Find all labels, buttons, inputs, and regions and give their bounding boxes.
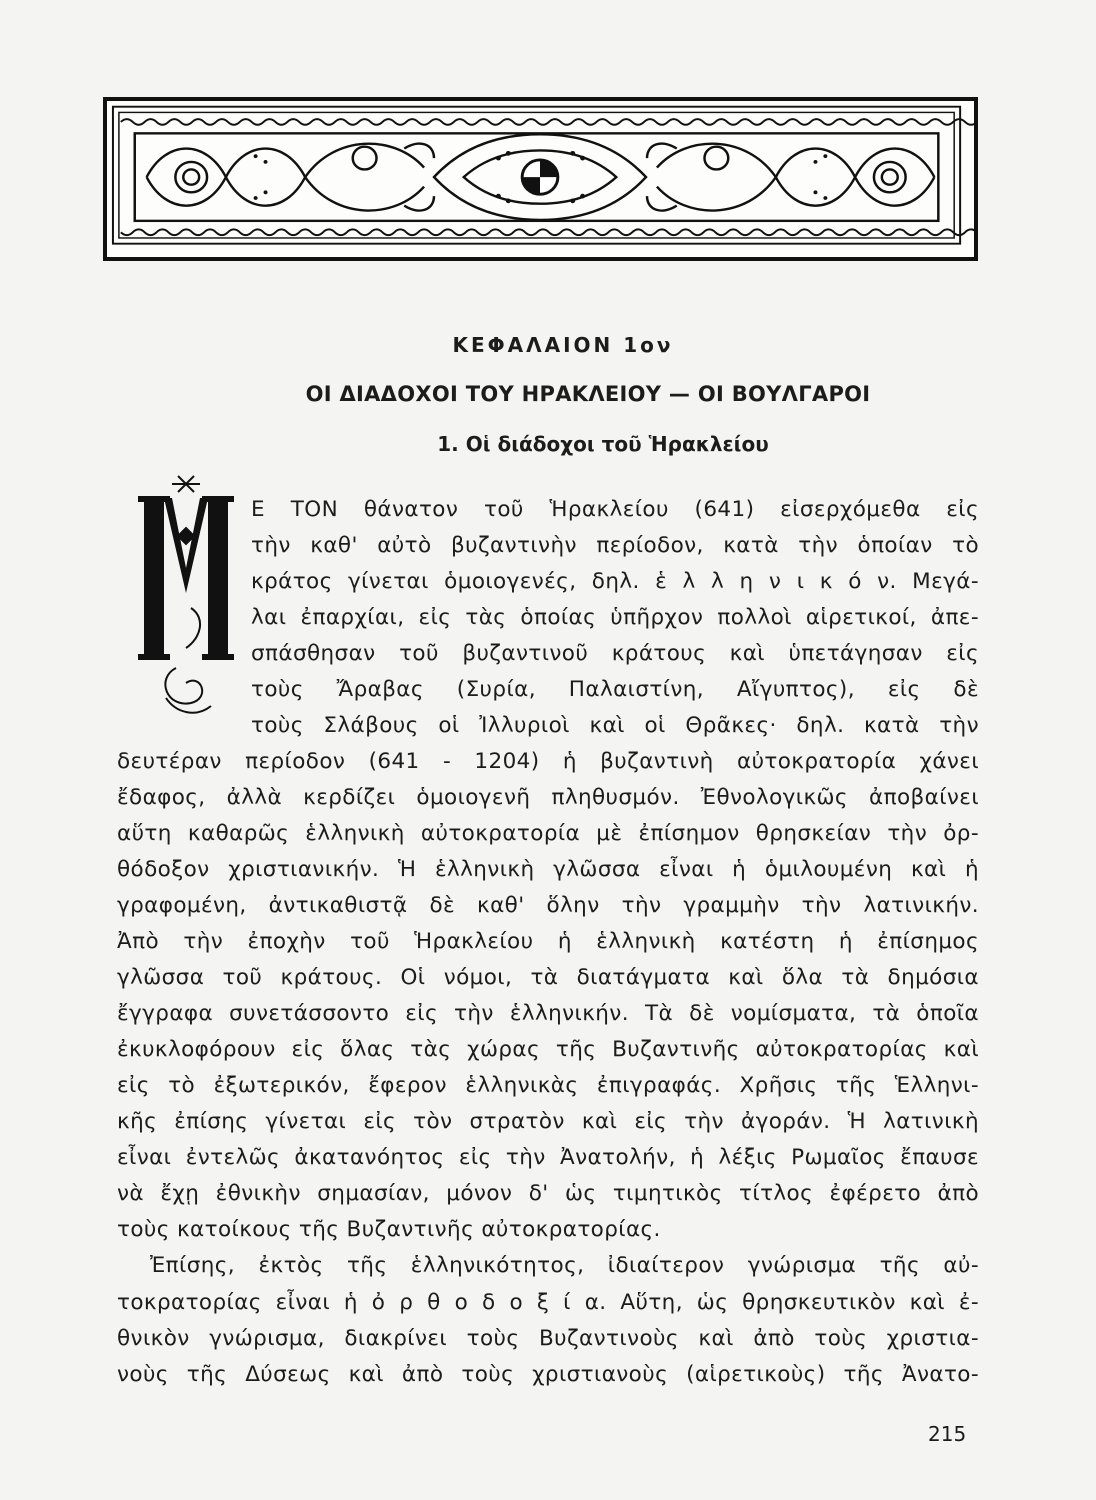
text-line-13: Ἀπὸ τὴν ἐποχὴν τοῦ Ἡρακλείου ἡ ἑλληνικὴ κατέστη ἡ ἐπίσημος xyxy=(117,929,979,954)
text-line-2: τὴν καθ' αὐτὸ βυζαντινὴν περίοδον, κατὰ τὴν ὁποίαν τὸ xyxy=(251,533,979,558)
text-line-5: σπάσθησαν τοῦ βυζαντινοῦ κράτους καὶ ὑπετάγησαν εἰς xyxy=(251,641,979,666)
text-line-10: αὕτη καθαρῶς ἑλληνικὴ αὐτοκρατορία μὲ ἐπίσημον θρησκείαν τὴν ὀρ- xyxy=(117,821,979,846)
text-line-9: ἔδαφος, ἀλλὰ κερδίζει ὁμοιογενῆ πληθυσμόν. Ἐθνολογικῶς ἀποβαίνει xyxy=(117,785,979,810)
text-line-22: Ἐπίσης, ἐκτὸς τῆς ἑλληνικότητος, ἰδιαίτερον γνώρισμα τῆς αὐ- xyxy=(150,1253,979,1278)
text-line-8: δευτέραν περίοδον (641 - 1204) ἡ βυζαντινὴ αὐτοκρατορία χάνει xyxy=(117,749,979,774)
text-line-12: γραφομένη, ἀντικαθιστᾷ δὲ καθ' ὅλην τὴν γραμμὴν τὴν λατινικήν. xyxy=(117,893,979,918)
text-line-15: ἔγγραφα συνετάσσοντο εἰς τὴν ἑλληνικήν. Τὰ δὲ νομίσματα, τὰ ὁποῖα xyxy=(117,1001,979,1026)
ornament-illustration xyxy=(107,101,974,257)
text-line-7: τοὺς Σλάβους οἱ Ἰλλυριοὶ καὶ οἱ Θρᾶκες· δηλ. κατὰ τὴν xyxy=(251,713,979,738)
text-line-4: λαι ἐπαρχίαι, εἰς τὰς ὁποίας ὑπῆρχον πολλοὶ αἱρετικοί, ἀπε- xyxy=(251,605,979,630)
text-line-24: θνικὸν γνώρισμα, διακρίνει τοὺς Βυζαντινοὺς καὶ ἀπὸ τοὺς χριστια- xyxy=(117,1326,979,1351)
ornamental-header-band xyxy=(103,97,978,261)
decorated-initial-letter xyxy=(136,468,236,733)
text-line-1: Ε ΤΟΝ θάνατον τοῦ Ἡρακλείου (641) εἰσερχόμεθα εἰς xyxy=(251,497,979,522)
chapter-heading: ΚΕΦΑΛΑΙΟΝ 1ον xyxy=(452,333,674,357)
text-line-14: γλῶσσα τοῦ κράτους. Οἱ νόμοι, τὰ διατάγματα καὶ ὅλα τὰ δημόσια xyxy=(117,965,979,990)
drop-cap-illustration xyxy=(136,468,236,733)
text-line-17: εἰς τὸ ἐξωτερικόν, ἔφερον ἑλληνικὰς ἐπιγραφάς. Χρῆσις τῆς Ἑλληνι- xyxy=(117,1073,979,1098)
text-line-18: κῆς ἐπίσης γίνεται εἰς τὸν στρατὸν καὶ εἰς τὴν ἀγοράν. Ἡ λατινικὴ xyxy=(117,1109,979,1134)
text-line-21: τοὺς κατοίκους τῆς Βυζαντινῆς αὐτοκρατορίας. xyxy=(117,1217,661,1242)
text-line-6: τοὺς Ἄραβας (Συρία, Παλαιστίνη, Αἴγυπτος), εἰς δὲ xyxy=(251,677,979,702)
text-line-3: κράτος γίνεται ὁμοιογενές, δηλ. ἑ λ λ η ν ι κ ό ν. Μεγά- xyxy=(251,569,979,594)
text-line-19: εἶναι ἐντελῶς ἀκατανόητος εἰς τὴν Ἀνατολήν, ἡ λέξις Ρωμαῖος ἔπαυσε xyxy=(117,1145,979,1170)
text-line-23: τοκρατορίας εἶναι ἡ ὀ ρ θ ο δ ο ξ ί α. Αὕτη, ὡς θρησκευτικὸν καὶ ἐ- xyxy=(117,1290,979,1315)
text-line-16: ἐκυκλοφόρουν εἰς ὅλας τὰς χώρας τῆς Βυζαντινῆς αὐτοκρατορίας καὶ xyxy=(117,1037,979,1062)
text-line-20: νὰ ἔχῃ ἐθνικὴν σημασίαν, μόνον δ' ὡς τιμητικὸς τίτλος ἐφέρετο ἀπὸ xyxy=(117,1181,979,1206)
chapter-title: ΟΙ ΔΙΑΔΟΧΟΙ ΤΟΥ ΗΡΑΚΛΕΙΟΥ — ΟΙ ΒΟΥΛΓΑΡΟΙ xyxy=(305,382,871,406)
page-number: 215 xyxy=(928,1422,967,1446)
initial-letter: Μ xyxy=(186,718,188,719)
text-line-11: θόδοξον χριστιανικήν. Ἡ ἑλληνικὴ γλῶσσα εἶναι ἡ ὁμιλουμένη καὶ ἡ xyxy=(117,857,979,882)
section-heading: 1. Οἱ διάδοχοι τοῦ Ἡρακλείου xyxy=(437,432,769,456)
text-line-25: νοὺς τῆς Δύσεως καὶ ἀπὸ τοὺς χριστιανοὺς (αἱρετικοὺς) τῆς Ἀνατο- xyxy=(117,1362,979,1387)
